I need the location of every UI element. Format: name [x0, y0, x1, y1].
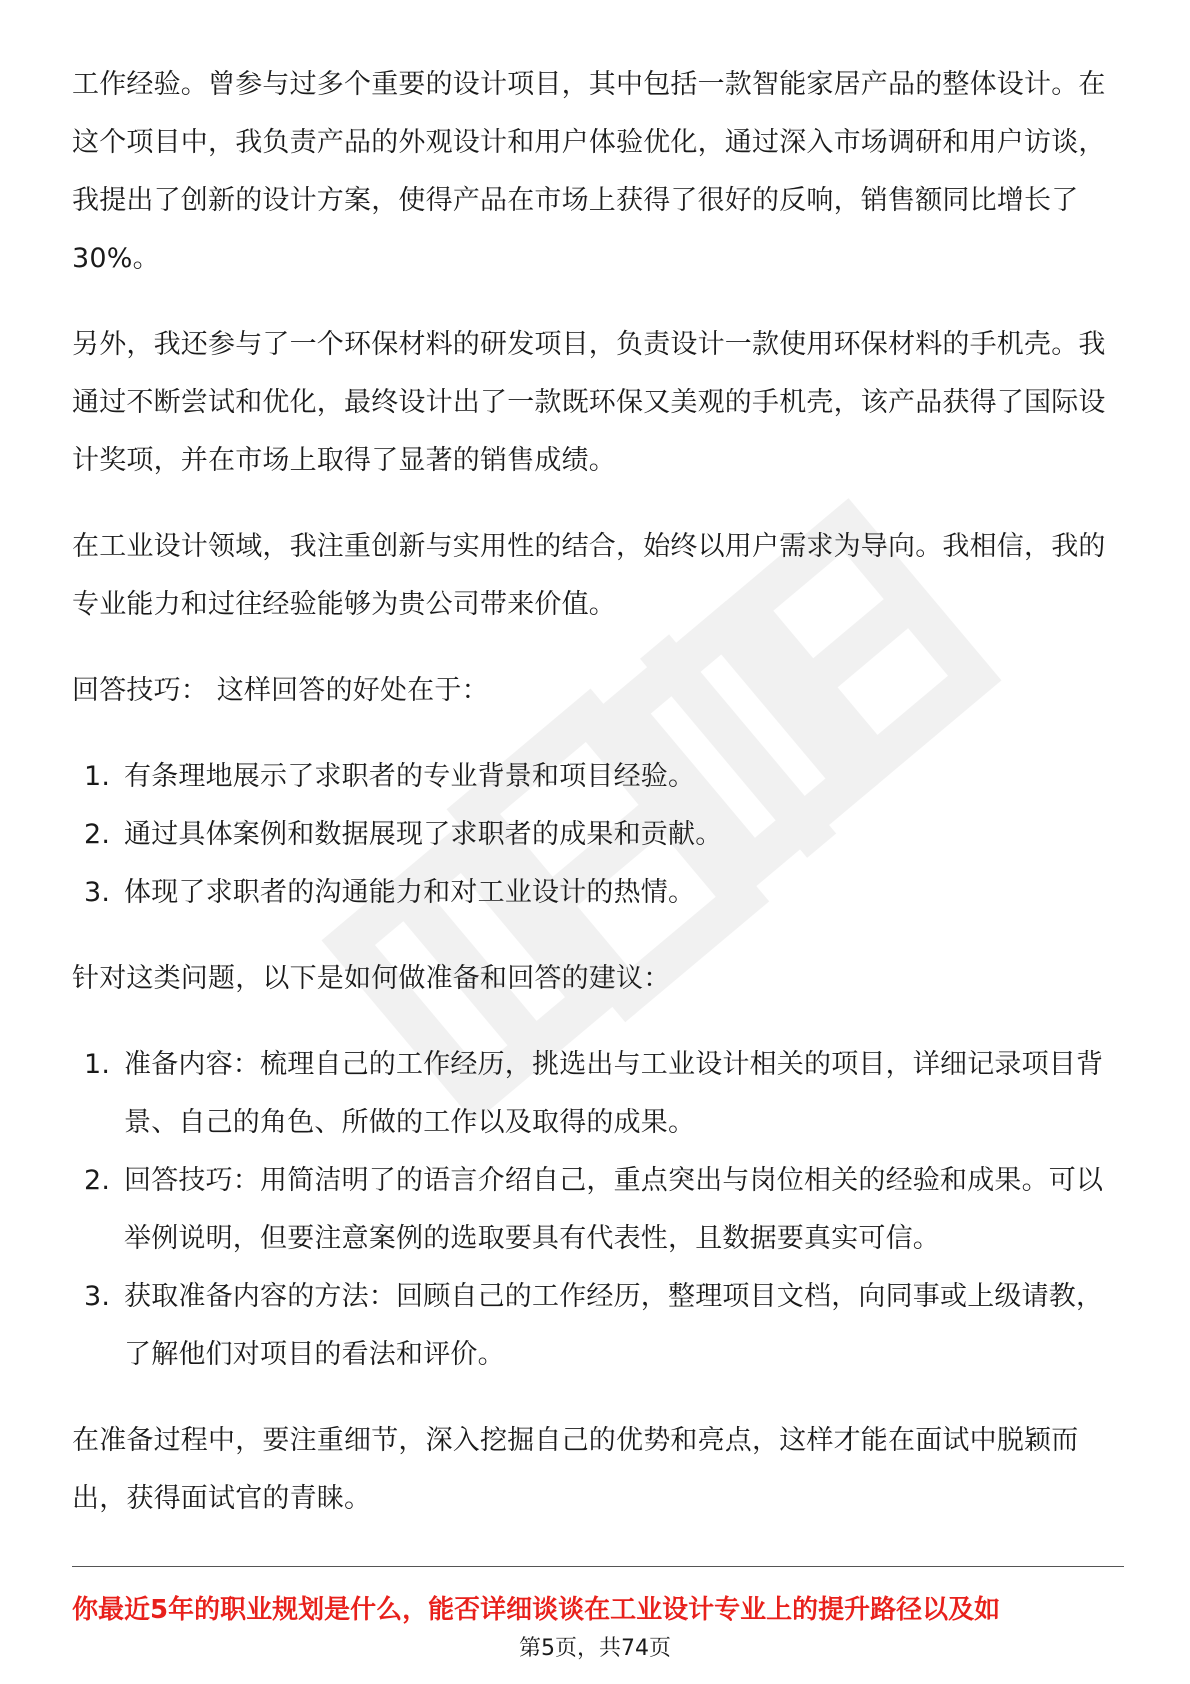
list-item-number: 1. — [84, 1049, 111, 1080]
section-divider — [72, 1566, 1124, 1567]
page-content — [72, 56, 1122, 1556]
benefits-list — [72, 748, 1122, 922]
list-item-text: 回答技巧：用简洁明了的语言介绍自己，重点突出与岗位相关的经验和成果。可以举例说明，但要注意案例的选取要具有代表性，且数据要真实可信。 — [124, 1165, 1104, 1254]
list-item-text: 有条理地展示了求职者的专业背景和项目经验。 — [124, 761, 696, 792]
paragraph-advice-intro: 针对这类问题，以下是如何做准备和回答的建议： — [72, 963, 671, 994]
paragraph-eco-project: 另外，我还参与了一个环保材料的研发项目，负责设计一款使用环保材料的手机壳。我通过不断尝试和优化，最终设计出了一款既环保又美观的手机壳，该产品获得了国际设计奖项，并在市场上取得了显著的销售成绩。 — [72, 329, 1106, 476]
paragraph-design-philosophy: 在工业设计领域，我注重创新与实用性的结合，始终以用户需求为导向。我相信，我的专业能力和过往经验能够为贵公司带来价值。 — [72, 531, 1106, 620]
list-item-number: 2. — [84, 1165, 111, 1196]
paragraph-answer-tips-heading: 回答技巧： 这样回答的好处在于： — [72, 675, 489, 706]
list-item — [72, 864, 1122, 922]
list-item — [72, 806, 1122, 864]
list-item — [72, 1268, 1122, 1384]
paragraph-closing: 在准备过程中，要注重细节，深入挖掘自己的优势和亮点，这样才能在面试中脱颖而出，获得面试官的青睐。 — [72, 1425, 1079, 1514]
list-item-number: 3. — [84, 877, 111, 908]
list-item — [72, 1036, 1122, 1152]
list-item-number: 3. — [84, 1281, 111, 1312]
list-item — [72, 748, 1122, 806]
list-item-text: 体现了求职者的沟通能力和对工业设计的热情。 — [124, 877, 696, 908]
list-item-text: 获取准备内容的方法：回顾自己的工作经历，整理项目文档，向同事或上级请教，了解他们对项目的看法和评价。 — [124, 1281, 1104, 1370]
next-question-heading: 你最近5年的职业规划是什么，能否详细谈谈在工业设计专业上的提升路径以及如 — [72, 1595, 1001, 1625]
list-item-text: 通过具体案例和数据展现了求职者的成果和贡献。 — [124, 819, 723, 850]
list-item-text: 准备内容：梳理自己的工作经历，挑选出与工业设计相关的项目，详细记录项目背景、自己的角色、所做的工作以及取得的成果。 — [124, 1049, 1104, 1138]
advice-list — [72, 1036, 1122, 1384]
paragraph-work-experience: 工作经验。曾参与过多个重要的设计项目，其中包括一款智能家居产品的整体设计。在这个项目中，我负责产品的外观设计和用户体验优化，通过深入市场调研和用户访谈，我提出了创新的设计方案，使得产品在市场上获得了很好的反响，销售额同比增长了30%。 — [72, 69, 1106, 274]
page-number: 第5页，共74页 — [519, 1636, 671, 1661]
list-item-number: 1. — [84, 761, 111, 792]
list-item-number: 2. — [84, 819, 111, 850]
list-item — [72, 1152, 1122, 1268]
